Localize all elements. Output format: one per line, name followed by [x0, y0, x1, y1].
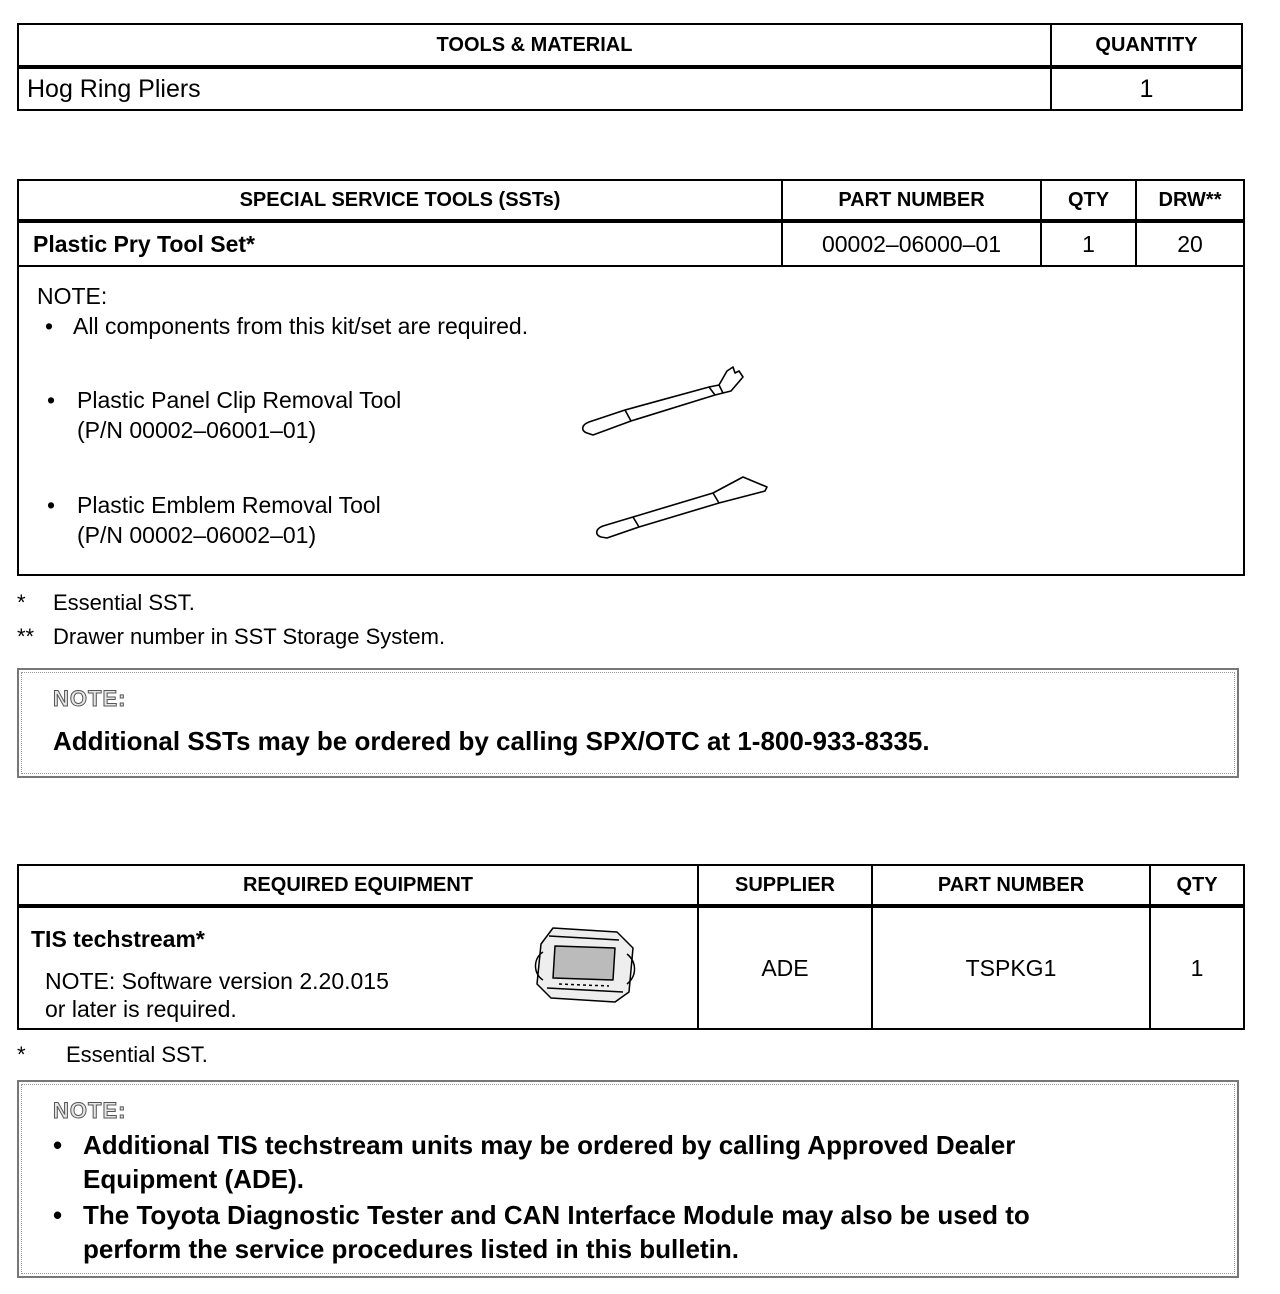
clip-removal-tool-icon: [579, 363, 751, 445]
footnote-mark: *: [17, 1042, 26, 1067]
qty-header: QTY: [1150, 865, 1244, 906]
quantity-header: QUANTITY: [1051, 24, 1242, 67]
footnote-text: Drawer number in SST Storage System.: [53, 624, 446, 649]
table-row: [18, 906, 1244, 1029]
note-bullet: [53, 1198, 1173, 1266]
note-text: The Toyota Diagnostic Tester and CAN Interface Module may also be used to: [83, 1200, 1030, 1230]
techstream-device-icon: [529, 922, 641, 1006]
equipment-qty: 1: [1150, 906, 1244, 1029]
equipment-part-number: TSPKG1: [872, 906, 1150, 1029]
equipment-header: REQUIRED EQUIPMENT: [18, 865, 698, 906]
drw-header: DRW**: [1136, 180, 1244, 221]
equipment-supplier: ADE: [698, 906, 872, 1029]
sst-qty: 1: [1041, 221, 1136, 266]
required-equipment-table: [17, 864, 1245, 1030]
bullet-icon: •: [53, 1200, 63, 1230]
tool-part-number: (P/N 00002–06002–01): [77, 522, 317, 548]
footnote-text: Essential SST.: [53, 590, 195, 615]
note-text: Additional TIS techstream units may be ordered by calling Approved Dealer: [83, 1130, 1016, 1160]
note-text: Equipment (ADE).: [83, 1164, 304, 1194]
bullet-text: All components from this kit/set are required.: [73, 313, 529, 339]
tool-name: Plastic Emblem Removal Tool: [77, 492, 381, 518]
equipment-name: TIS techstream*: [31, 926, 205, 952]
note-box-equipment: [17, 1080, 1239, 1278]
note-label: NOTE:: [53, 686, 127, 711]
footnote-mark: **: [17, 624, 35, 649]
sst-tool-name: Plastic Pry Tool Set*: [18, 221, 782, 266]
footnote: [17, 624, 717, 650]
note-bullet: [45, 311, 529, 341]
tool-name: Plastic Panel Clip Removal Tool: [77, 387, 402, 413]
sst-note-cell: [18, 266, 1244, 575]
tool-bullet: [47, 490, 381, 550]
note-bullet: [53, 1128, 1173, 1196]
equipment-note-line: or later is required.: [45, 996, 237, 1022]
note-label: NOTE:: [53, 1098, 127, 1123]
tools-material-header: TOOLS & MATERIAL: [18, 24, 1051, 67]
tool-part-number: (P/N 00002–06001–01): [77, 417, 317, 443]
sst-table: [17, 179, 1245, 576]
note-text: perform the service procedures listed in this bulletin.: [83, 1234, 739, 1264]
supplier-header: SUPPLIER: [698, 865, 872, 906]
footnote-mark: *: [17, 590, 26, 615]
equipment-note: [45, 967, 389, 1023]
footnote-text: Essential SST.: [66, 1042, 208, 1067]
equipment-note-line: NOTE: Software version 2.20.015: [45, 968, 389, 994]
qty-header: QTY: [1041, 180, 1136, 221]
sst-header: SPECIAL SERVICE TOOLS (SSTs): [18, 180, 782, 221]
note-label: NOTE:: [37, 283, 108, 309]
part-number-header: PART NUMBER: [782, 180, 1041, 221]
table-row: [18, 67, 1242, 110]
table-row: [18, 221, 1244, 266]
note-text: Additional SSTs may be ordered by calling SPX/OTC at 1-800-933-8335.: [53, 726, 930, 756]
sst-part-number: 00002–06000–01: [782, 221, 1041, 266]
footnote: [17, 1042, 617, 1068]
tool-quantity: 1: [1051, 67, 1242, 110]
tool-item: Hog Ring Pliers: [18, 67, 1051, 110]
bullet-icon: •: [47, 492, 56, 518]
note-box-sst: [17, 668, 1239, 778]
footnote: [17, 590, 617, 616]
tool-bullet: [47, 385, 402, 445]
part-number-header: PART NUMBER: [872, 865, 1150, 906]
tools-material-table: [17, 23, 1243, 111]
emblem-removal-tool-icon: [593, 471, 773, 547]
bullet-icon: •: [45, 313, 54, 339]
equipment-cell: [18, 906, 698, 1029]
bullet-icon: •: [47, 387, 56, 413]
bullet-icon: •: [53, 1130, 63, 1160]
sst-drw: 20: [1136, 221, 1244, 266]
